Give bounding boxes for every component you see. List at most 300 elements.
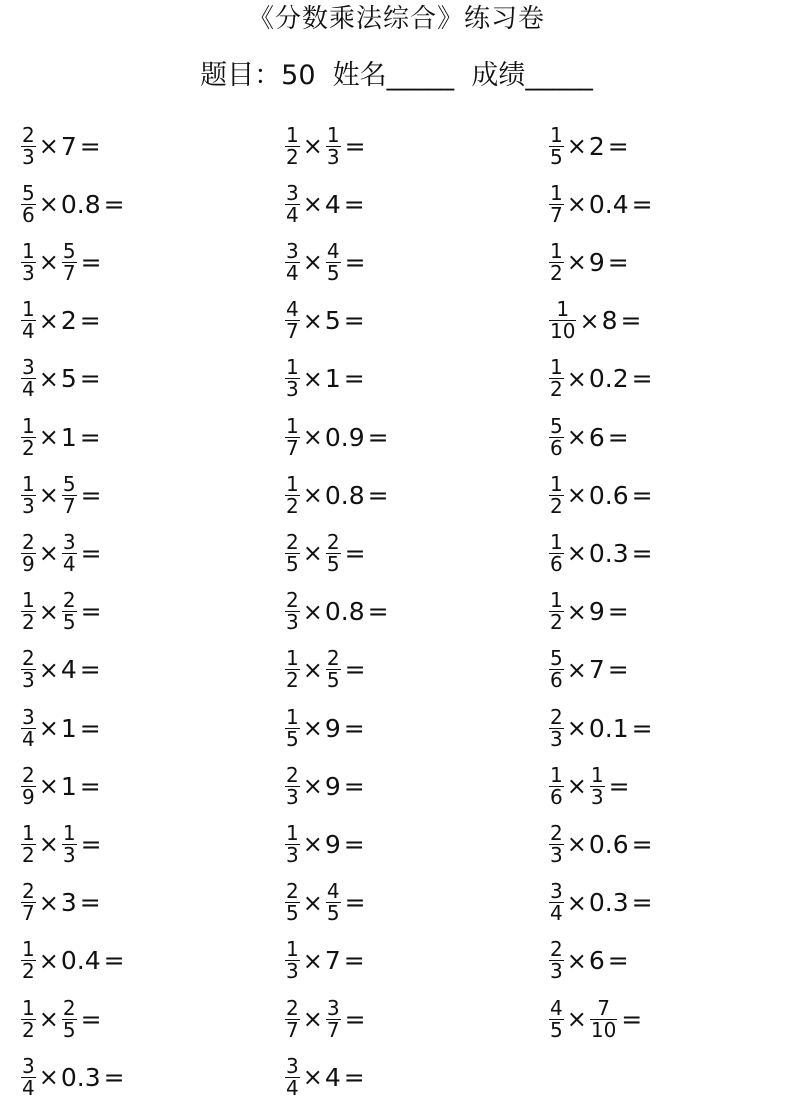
numerator: 1 (286, 122, 299, 147)
fraction (21, 820, 36, 867)
equals-sign: = (367, 480, 389, 510)
equals-sign: = (367, 597, 389, 627)
operand-number: 1 (324, 364, 341, 394)
numerator: 4 (286, 297, 299, 322)
problem-item (20, 175, 125, 233)
operand-number: 9 (588, 247, 605, 277)
denominator: 3 (62, 842, 76, 867)
numerator: 3 (286, 1053, 299, 1078)
denominator: 6 (550, 784, 563, 809)
equals-sign: = (631, 364, 653, 394)
denominator: 3 (550, 842, 563, 867)
fraction (21, 588, 36, 635)
fraction (549, 995, 564, 1042)
problem-item (20, 699, 101, 757)
equals-sign: = (607, 655, 629, 685)
operand-number: 0.4 (60, 946, 101, 976)
fraction (21, 995, 36, 1042)
fraction (21, 413, 36, 460)
equals-sign: = (79, 655, 101, 685)
fraction (62, 820, 77, 867)
problem-item (284, 874, 366, 932)
denominator: 3 (286, 959, 299, 984)
operand-number: 7 (588, 655, 605, 685)
times-sign: × (566, 190, 587, 219)
denominator: 3 (326, 144, 340, 169)
times-sign: × (38, 1063, 59, 1092)
equals-sign: = (621, 1004, 643, 1034)
times-sign: × (566, 132, 587, 160)
problem-item (20, 641, 101, 699)
numerator: 2 (286, 879, 299, 904)
numerator: 5 (62, 238, 76, 263)
problem-item (20, 583, 102, 641)
numerator: 2 (286, 762, 299, 787)
equals-sign: = (607, 247, 629, 277)
equals-sign: = (343, 946, 365, 976)
denominator: 2 (286, 668, 299, 693)
denominator: 3 (590, 784, 604, 809)
times-sign: × (38, 481, 59, 510)
denominator: 3 (550, 726, 563, 751)
numerator: 1 (286, 646, 299, 671)
denominator: 4 (22, 319, 35, 344)
denominator: 2 (22, 959, 35, 984)
fraction (590, 995, 617, 1042)
times-sign: × (302, 655, 323, 684)
operand-number: 1 (60, 422, 77, 452)
denominator: 7 (62, 493, 76, 518)
denominator: 2 (550, 493, 563, 518)
times-sign: × (302, 1005, 323, 1033)
denominator: 5 (286, 551, 299, 576)
fraction (590, 762, 605, 809)
operand-number: 0.8 (60, 189, 101, 219)
times-sign: × (302, 714, 323, 742)
numerator: 2 (286, 588, 299, 613)
times-sign: × (38, 132, 59, 160)
numerator: 5 (22, 180, 35, 205)
fraction (285, 646, 300, 693)
times-sign: × (38, 655, 59, 684)
operand-number: 0.8 (324, 597, 365, 627)
numerator: 2 (286, 529, 299, 554)
fraction (285, 238, 300, 285)
operand-number: 4 (60, 655, 77, 685)
denominator: 3 (286, 784, 299, 809)
problem-item (548, 175, 653, 233)
fraction (62, 995, 77, 1042)
numerator: 2 (286, 995, 299, 1020)
equals-sign: = (631, 829, 653, 859)
denominator: 3 (286, 610, 299, 635)
page-title: 《分数乘法综合》练习卷 (247, 4, 545, 34)
numerator: 5 (550, 413, 563, 438)
problem-item (20, 466, 102, 524)
equals-sign: = (79, 131, 101, 161)
times-sign: × (302, 597, 323, 626)
operand-number: 7 (324, 946, 341, 976)
numerator: 2 (22, 122, 35, 147)
operand-number: 6 (588, 946, 605, 976)
problem-item (548, 350, 653, 408)
fraction (62, 588, 77, 635)
denominator: 2 (286, 144, 299, 169)
fraction (285, 995, 300, 1042)
denominator: 4 (22, 726, 35, 751)
numerator: 1 (326, 122, 340, 147)
problem-item (284, 466, 389, 524)
fraction (549, 529, 564, 576)
equals-sign: = (79, 888, 101, 918)
problem-item (548, 990, 642, 1048)
problem-item (284, 408, 389, 466)
fraction (326, 529, 341, 576)
fraction (62, 471, 77, 518)
denominator: 5 (550, 1017, 563, 1042)
fraction (285, 355, 300, 402)
numerator: 3 (22, 1053, 35, 1078)
numerator: 2 (62, 588, 76, 613)
equals-sign: = (631, 189, 653, 219)
operand-number: 1 (60, 771, 77, 801)
fraction (21, 937, 36, 984)
problem-item (284, 117, 366, 175)
numerator: 1 (62, 820, 76, 845)
equals-sign: = (608, 771, 630, 801)
operand-number: 0.6 (588, 829, 629, 859)
numerator: 3 (22, 704, 35, 729)
fraction (285, 937, 300, 984)
equals-sign: = (103, 1062, 125, 1092)
numerator: 7 (597, 995, 610, 1020)
fraction (21, 297, 36, 344)
denominator: 6 (550, 551, 563, 576)
denominator: 4 (550, 901, 563, 926)
fraction (62, 529, 77, 576)
times-sign: × (38, 772, 59, 801)
numerator: 1 (22, 471, 35, 496)
problem-item (284, 990, 366, 1048)
denominator: 5 (286, 901, 299, 926)
times-sign: × (38, 597, 59, 626)
equals-sign: = (631, 888, 653, 918)
equals-sign: = (343, 771, 365, 801)
operand-number: 8 (601, 306, 618, 336)
denominator: 2 (550, 377, 563, 402)
problem-item (20, 932, 125, 990)
equals-sign: = (343, 364, 365, 394)
denominator: 3 (22, 144, 35, 169)
denominator: 3 (22, 260, 35, 285)
times-sign: × (302, 248, 323, 277)
numerator: 5 (550, 646, 563, 671)
problem-item (548, 874, 653, 932)
equals-sign: = (344, 655, 366, 685)
operand-number: 9 (588, 597, 605, 627)
times-sign: × (302, 539, 323, 568)
numerator: 1 (550, 471, 563, 496)
equals-sign: = (80, 247, 102, 277)
numerator: 3 (286, 238, 299, 263)
numerator: 1 (550, 238, 563, 263)
numerator: 2 (22, 529, 35, 554)
equals-sign: = (344, 1004, 366, 1034)
denominator: 4 (286, 260, 299, 285)
operand-number: 0.1 (588, 713, 629, 743)
denominator: 7 (62, 260, 76, 285)
denominator: 5 (326, 901, 340, 926)
problem-item (548, 583, 629, 641)
numerator: 1 (22, 588, 35, 613)
numerator: 5 (62, 471, 76, 496)
fraction (549, 646, 564, 693)
numerator: 1 (286, 820, 299, 845)
denominator: 7 (286, 319, 299, 344)
operand-number: 3 (60, 888, 77, 918)
numerator: 1 (22, 297, 35, 322)
numerator: 2 (326, 646, 340, 671)
numerator: 1 (550, 529, 563, 554)
equals-sign: = (80, 1004, 102, 1034)
problem-item (20, 757, 101, 815)
equals-sign: = (79, 422, 101, 452)
numerator: 1 (22, 238, 35, 263)
numerator: 1 (286, 937, 299, 962)
denominator: 4 (286, 202, 299, 227)
denominator: 3 (22, 493, 35, 518)
denominator: 10 (590, 1017, 617, 1042)
numerator: 4 (326, 238, 340, 263)
numerator: 1 (550, 355, 563, 380)
operand-number: 0.4 (588, 189, 629, 219)
times-sign: × (38, 248, 59, 277)
numerator: 4 (550, 995, 563, 1020)
equals-sign: = (343, 713, 365, 743)
operand-number: 2 (588, 131, 605, 161)
operand-number: 9 (324, 713, 341, 743)
equals-sign: = (607, 946, 629, 976)
operand-number: 0.2 (588, 364, 629, 394)
fraction (21, 704, 36, 751)
problem-item (284, 699, 365, 757)
fraction (285, 529, 300, 576)
denominator: 6 (22, 202, 35, 227)
problem-item (548, 815, 653, 873)
times-sign: × (566, 481, 587, 510)
denominator: 2 (550, 610, 563, 635)
numerator: 1 (286, 355, 299, 380)
equals-sign: = (344, 131, 366, 161)
numerator: 2 (550, 937, 563, 962)
fraction (285, 704, 300, 751)
problem-item (284, 757, 365, 815)
fraction (285, 762, 300, 809)
times-sign: × (38, 1005, 59, 1033)
numerator: 1 (550, 122, 563, 147)
operand-number: 6 (588, 422, 605, 452)
problem-item (284, 815, 365, 873)
fraction (21, 879, 36, 926)
fraction (21, 529, 36, 576)
fraction (549, 122, 564, 169)
fraction (285, 879, 300, 926)
equals-sign: = (607, 597, 629, 627)
equals-sign: = (344, 247, 366, 277)
equals-sign: = (631, 538, 653, 568)
fraction (285, 820, 300, 867)
denominator: 5 (326, 551, 340, 576)
equals-sign: = (80, 829, 102, 859)
fraction (326, 646, 341, 693)
times-sign: × (566, 423, 587, 451)
page-subtitle: 题目：50 姓名_____ 成绩_____ (200, 60, 593, 91)
times-sign: × (38, 946, 59, 975)
fraction (285, 1053, 300, 1100)
equals-sign: = (607, 422, 629, 452)
denominator: 7 (286, 435, 299, 460)
times-sign: × (566, 655, 587, 684)
times-sign: × (302, 481, 323, 510)
fraction (285, 297, 300, 344)
denominator: 5 (62, 1017, 76, 1042)
equals-sign: = (343, 306, 365, 336)
times-sign: × (302, 946, 323, 975)
denominator: 2 (550, 260, 563, 285)
fraction (326, 122, 341, 169)
problem-item (548, 524, 653, 582)
denominator: 9 (22, 784, 35, 809)
numerator: 1 (556, 297, 570, 322)
operand-number: 5 (60, 364, 77, 394)
times-sign: × (38, 423, 59, 451)
equals-sign: = (80, 538, 102, 568)
fraction (549, 704, 564, 751)
times-sign: × (302, 364, 323, 393)
operand-number: 0.9 (324, 422, 365, 452)
denominator: 3 (550, 959, 563, 984)
numerator: 4 (326, 879, 340, 904)
numerator: 1 (286, 413, 299, 438)
problem-item (548, 408, 629, 466)
denominator: 10 (550, 319, 576, 344)
fraction (549, 297, 576, 344)
denominator: 2 (22, 435, 35, 460)
operand-number: 0.3 (588, 888, 629, 918)
times-sign: × (38, 190, 59, 219)
fraction (21, 238, 36, 285)
fraction (21, 762, 36, 809)
problem-item (548, 699, 653, 757)
times-sign: × (302, 772, 323, 801)
equals-sign: = (103, 189, 125, 219)
numerator: 2 (62, 995, 76, 1020)
numerator: 1 (22, 995, 35, 1020)
times-sign: × (579, 306, 600, 335)
operand-number: 1 (60, 713, 77, 743)
numerator: 3 (550, 879, 563, 904)
fraction (21, 180, 36, 227)
times-sign: × (302, 1063, 323, 1092)
times-sign: × (38, 714, 59, 742)
fraction (326, 879, 341, 926)
equals-sign: = (103, 946, 125, 976)
times-sign: × (566, 539, 587, 568)
numerator: 2 (550, 704, 563, 729)
fraction (549, 879, 564, 926)
problem-item (284, 932, 365, 990)
problem-item (548, 292, 641, 350)
operand-number: 9 (324, 829, 341, 859)
denominator: 3 (22, 668, 35, 693)
problem-item (284, 350, 365, 408)
problem-item (20, 990, 102, 1048)
equals-sign: = (79, 364, 101, 394)
denominator: 2 (286, 493, 299, 518)
fraction (21, 646, 36, 693)
numerator: 1 (22, 413, 35, 438)
numerator: 3 (22, 355, 35, 380)
numerator: 2 (22, 879, 35, 904)
fraction (21, 355, 36, 402)
times-sign: × (302, 190, 323, 219)
fraction (549, 238, 564, 285)
times-sign: × (566, 248, 587, 277)
denominator: 4 (22, 1075, 35, 1100)
operand-number: 0.3 (588, 538, 629, 568)
times-sign: × (38, 830, 59, 859)
operand-number: 7 (60, 131, 77, 161)
fraction (285, 122, 300, 169)
problem-item (284, 175, 365, 233)
fraction (549, 413, 564, 460)
denominator: 3 (286, 842, 299, 867)
equals-sign: = (607, 131, 629, 161)
numerator: 1 (550, 762, 563, 787)
problem-item (20, 815, 102, 873)
denominator: 6 (550, 435, 563, 460)
numerator: 3 (326, 995, 340, 1020)
numerator: 1 (22, 820, 35, 845)
numerator: 2 (550, 820, 563, 845)
denominator: 7 (550, 202, 563, 227)
numerator: 3 (286, 180, 299, 205)
problem-item (284, 1048, 365, 1106)
operand-number: 0.3 (60, 1062, 101, 1092)
problem-item (20, 408, 101, 466)
fraction (549, 762, 564, 809)
problem-item (548, 757, 630, 815)
numerator: 3 (62, 529, 76, 554)
times-sign: × (566, 364, 587, 393)
denominator: 2 (22, 610, 35, 635)
numerator: 2 (326, 529, 340, 554)
problem-item (548, 466, 653, 524)
fraction (326, 238, 341, 285)
equals-sign: = (80, 597, 102, 627)
fraction (21, 1053, 36, 1100)
denominator: 9 (22, 551, 35, 576)
denominator: 5 (550, 144, 563, 169)
problem-item (284, 524, 366, 582)
operand-number: 5 (324, 306, 341, 336)
problem-item (548, 641, 629, 699)
times-sign: × (302, 423, 323, 451)
fraction (549, 355, 564, 402)
problem-item (20, 524, 102, 582)
problem-item (284, 292, 365, 350)
numerator: 1 (550, 180, 563, 205)
